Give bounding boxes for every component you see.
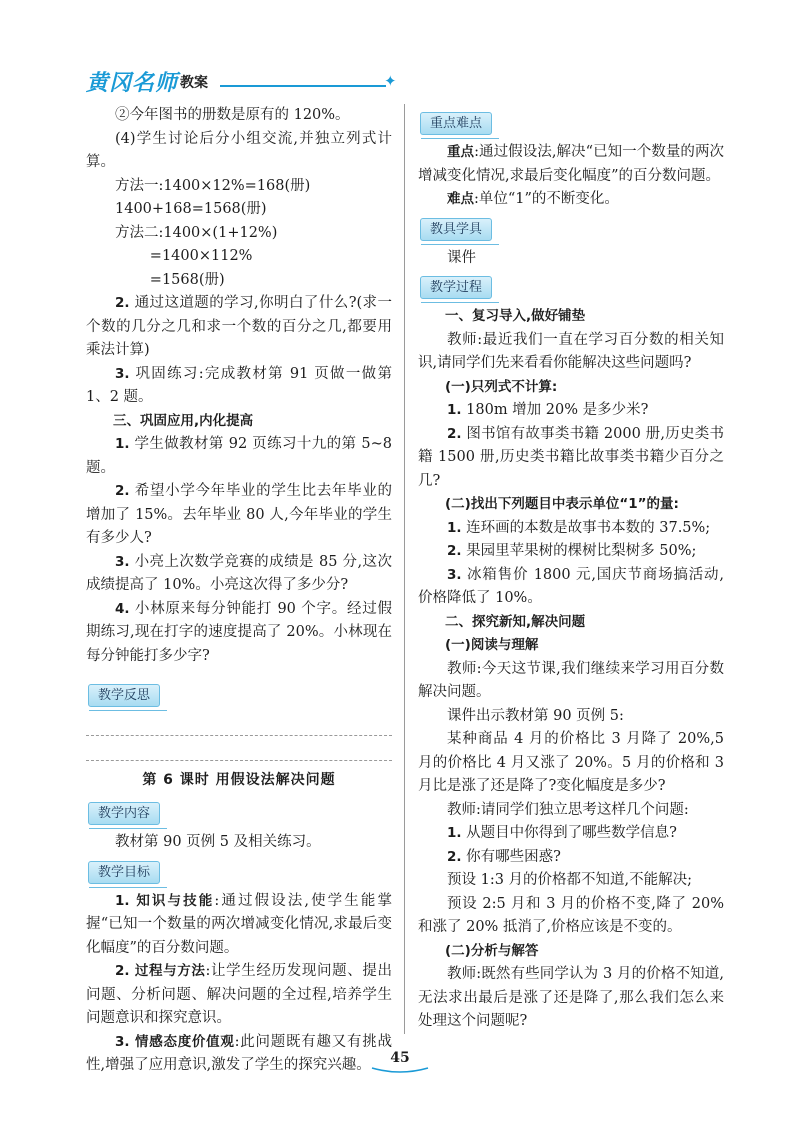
paragraph: 某种商品 4 月的价格比 3 月降了 20%,5 月的价格比 4 月又涨了 20%。5 月的价格和 3 月比是涨了还是降了?变化幅度是多少? (418, 731, 724, 794)
paragraph: 教师:请同学们独立思考这样几个问题: (447, 801, 689, 818)
lesson-title: 第 6 课时 用假设法解决问题 (142, 772, 336, 788)
paragraph (418, 141, 724, 188)
paragraph (418, 399, 724, 423)
label-bold: 重点 (447, 144, 475, 160)
paragraph (418, 517, 724, 541)
section-tag-content: 教学内容 (88, 802, 160, 825)
item-text: 冰箱售价 1800 元,国庆节商场搞活动,价格降低了 10%。 (418, 566, 724, 606)
item-text: 通过这道题的学习,你明白了什么?(求一个数的几分之几和求一个数的百分之几,都要用乘法计算) (86, 295, 392, 358)
item-text: 巩固练习:完成教材第 91 页做一做第 1、2 题。 (86, 365, 392, 405)
item-number: 2. (115, 483, 130, 499)
paragraph (418, 822, 724, 846)
section-heading: 二、探究新知,解决问题 (445, 613, 586, 630)
item-number: 3. (115, 553, 130, 570)
text-line: ②今年图书的册数是原有的 120%。 (115, 107, 350, 123)
item-number: 2. (115, 295, 130, 311)
item-number: 1. (447, 519, 462, 536)
brand-logo: 黄冈名师 (86, 71, 179, 96)
paragraph: 教师:最近我们一直在学习百分数的相关知识,请同学们先来看看你能解决这些问题吗? (418, 331, 724, 371)
paragraph: 课件出示教材第 90 页例 5: (447, 707, 624, 724)
page-number: 45 (390, 1050, 410, 1066)
sub-heading: (一)只列式不计算: (445, 378, 558, 395)
item-number: 1. (447, 402, 462, 418)
section-tag-tools: 教具学具 (420, 218, 492, 241)
sub-heading: (一)阅读与理解 (445, 637, 539, 653)
paragraph (86, 598, 392, 669)
left-column (86, 104, 392, 1078)
right-column (418, 104, 724, 1034)
section-tag-key-points: 重点难点 (420, 112, 492, 135)
paragraph (86, 292, 392, 363)
item-number: 3. (447, 566, 462, 583)
paragraph (86, 551, 392, 598)
paragraph (86, 363, 392, 410)
section-tag-reflection: 教学反思 (88, 684, 160, 707)
goal-text: :通过假设法,使学生能掌握“已知一个数量的两次增减变化情况,求最后变化幅度”的百分数问题。 (86, 892, 392, 956)
paragraph (86, 890, 392, 961)
equation-line: =1568(册) (149, 271, 225, 288)
item-number: 2. (447, 425, 462, 442)
equation-line: 1400+168=1568(册) (115, 201, 267, 217)
item-number: 4. (115, 600, 130, 617)
item-text: 小亮上次数学竞赛的成绩是 85 分,这次成绩提高了 10%。小亮这次得了多少分? (86, 553, 392, 593)
paragraph: 预设 1:3 月的价格都不知道,不能解决; (447, 872, 693, 888)
item-text: :通过假设法,解决“已知一个数量的两次增减变化情况,求最后变化幅度”的百分数问题。 (418, 144, 724, 184)
item-text: 图书馆有故事类书籍 2000 册,历史类书籍 1500 册,历史类书籍比故事类书籍少百分之几? (418, 425, 724, 489)
item-text: 从题目中你得到了哪些数学信息? (461, 825, 677, 841)
item-text: 果园里苹果树的棵树比梨树多 50%; (461, 543, 697, 559)
paragraph (418, 188, 724, 212)
item-number: 2. (447, 543, 462, 559)
item-number: 1. (115, 436, 130, 452)
equation-line: 方法一:1400×12%=168(册) (115, 177, 311, 194)
paragraph (418, 540, 724, 564)
section-heading: 一、复习导入,做好铺垫 (445, 308, 586, 324)
paragraph (418, 846, 724, 870)
goal-heading: 2. 过程与方法 (115, 963, 206, 979)
item-text: 学生做教材第 92 页练习十九的第 5~8 题。 (86, 436, 392, 476)
sub-heading: (二)找出下列题目中表示单位“1”的量: (445, 496, 679, 512)
item-text: 连环画的本数是故事书本数的 37.5%; (461, 519, 711, 536)
item-text: :单位“1”的不断变化。 (474, 191, 619, 207)
goal-text: :让学生经历发现问题、提出问题、分析问题、解决问题的全过程,培养学生问题意识和探究意识。 (86, 963, 392, 1026)
page-number-swoosh (370, 1066, 430, 1074)
paragraph (418, 564, 724, 611)
section-tag-process: 教学过程 (420, 276, 492, 299)
goal-heading: 1. 知识与技能 (115, 892, 215, 909)
paragraph: 预设 2:5 月和 3 月的价格不变,降了 20% 和涨了 20% 抵消了,价格应该是不变的。 (418, 895, 724, 935)
label-bold: 难点 (447, 191, 474, 207)
section-tag-goals: 教学目标 (88, 861, 160, 884)
item-number: 2. (447, 848, 462, 865)
equation-line: 方法二:1400×(1+12%) (115, 224, 278, 241)
text-line: (4)学生讨论后分小组交流,并独立列式计算。 (86, 130, 392, 170)
paragraph (86, 433, 392, 480)
paragraph (418, 423, 724, 494)
item-text: 希望小学今年毕业的学生比去年毕业的增加了 15%。去年毕业 80 人,今年毕业的学生有多少人? (86, 483, 392, 546)
goal-heading: 3. 情感态度价值观 (115, 1033, 235, 1050)
paragraph: 教师:今天这节课,我们继续来学习用百分数解决问题。 (418, 660, 724, 700)
paragraph (86, 960, 392, 1031)
paragraph: 教师:既然有些同学认为 3 月的价格不知道,无法求出最后是涨了还是降了,那么我们怎么来处理这个问题呢? (418, 966, 724, 1029)
paragraph: 教材第 90 页例 5 及相关练习。 (115, 834, 321, 850)
item-text: 你有哪些困惑? (461, 848, 561, 865)
brand-subtitle: 教案 (180, 75, 208, 91)
item-number: 3. (115, 365, 130, 382)
column-divider (404, 104, 405, 1034)
paragraph (86, 480, 392, 551)
item-number: 1. (447, 825, 462, 841)
paragraph: 课件 (447, 249, 476, 266)
sub-heading: (二)分析与解答 (445, 942, 539, 959)
goal-text: :此问题既有趣又有挑战性,增强了应用意识,激发了学生的探究兴趣。 (86, 1033, 392, 1073)
section-heading: 三、巩固应用,内化提高 (113, 412, 254, 429)
item-text: 小林原来每分钟能打 90 个字。经过假期练习,现在打字的速度提高了 20%。小林现在每分钟能打多少字? (86, 600, 392, 664)
paragraph (86, 1031, 392, 1078)
equation-line: =1400×112% (149, 248, 253, 264)
item-text: 180m 增加 20% 是多少米? (461, 402, 649, 418)
header-rule (220, 85, 386, 87)
star-icon: ✦ (384, 72, 397, 90)
page-header (86, 66, 416, 100)
